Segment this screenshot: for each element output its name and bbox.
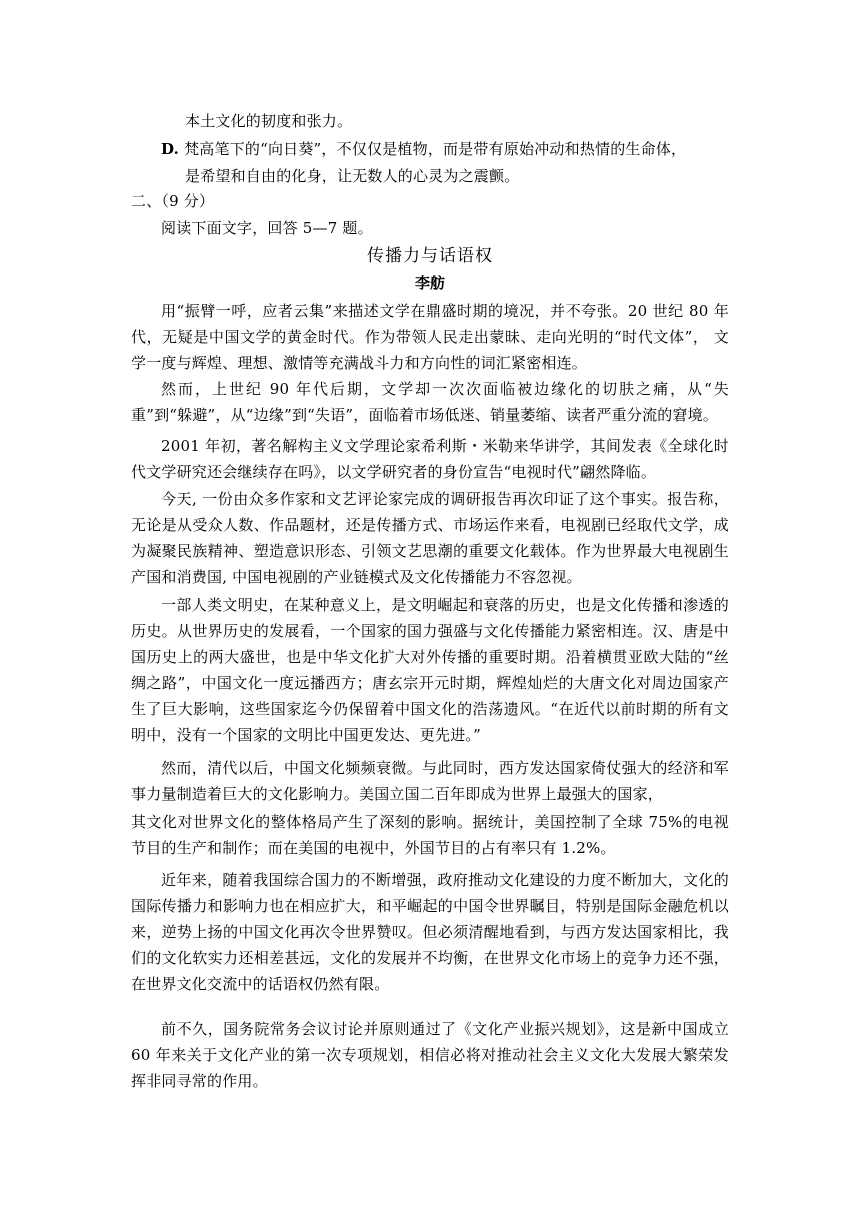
paragraph-3: 2001 年初，著名解构主义文学理论家希利斯・米勒来华讲学，其间发表《全球化时代文学研究还会继续存在吗》，以文学研究者的身份宣告“电视时代”翩然降临。 <box>131 437 729 481</box>
article-author: 李舫 <box>414 274 445 292</box>
option-d-line-1 <box>161 139 686 159</box>
paragraph-4: 今天, 一份由众多作家和文艺评论家完成的调研报告再次印证了这个事实。报告称，无论是从受众人数、作品题材，还是传播方式、市场运作来看，电视剧已经取代文学，成为凝聚民族精神、塑造意识形态、引领文艺思潮的重要文化载体。作为世界最大电视剧生产国和消费国, 中国电视剧的产业链模式及文化传播能力不容忽视。 <box>131 490 729 586</box>
paragraph-6: 然而，清代以后，中国文化频频衰微。与此同时，西方发达国家倚仗强大的经济和军事力量制造着巨大的文化影响力。美国立国二百年即成为世界上最强大的国家， <box>131 759 729 803</box>
section-instruction: 阅读下面文字，回答 5—7 题。 <box>161 219 373 237</box>
paragraph-2: 然而，上世纪 90 年代后期，文学却一次次面临被边缘化的切肤之痛，从“失重”到“躲避”，从“边缘”到“失语”，面临着市场低迷、销量萎缩、读者严重分流的窘境。 <box>131 380 729 424</box>
option-d-text: 梵高笔下的“向日葵”，不仅仅是植物，而是带有原始冲动和热情的生命体， <box>184 140 687 158</box>
paragraph-1: 用“振臂一呼，应者云集”来描述文学在鼎盛时期的境况，并不夸张。20 世纪 80 年代，无疑是中国文学的黄金时代。作为带领人民走出蒙昧、走向光明的“时代文体”， 文学一度与辉煌、理想、激情等充满战斗力和方向性的词汇紧密相连。 <box>131 302 729 372</box>
paragraph-8: 前不久，国务院常务会议讨论并原则通过了《文化产业振兴规划》，这是新中国成立 60 年来关于文化产业的第一次专项规划，相信必将对推动社会主义文化大发展大繁荣发挥非同寻常的作用。 <box>131 1020 729 1090</box>
paragraph-7: 近年来，随着我国综合国力的不断增强，政府推动文化建设的力度不断加大，文化的国际传播力和影响力也在相应扩大，和平崛起的中国令世界瞩目，特别是国际金融危机以来，逆势上扬的中国文化再次令世界赞叹。但必须清醒地看到，与西方发达国家相比，我们的文化软实力还相差甚远，文化的发展并不均衡，在世界文化市场上的竞争力还不强，在世界文化交流中的话语权仍然有限。 <box>131 871 729 993</box>
paragraph-6-continuation: 其文化对世界文化的整体格局产生了深刻的影响。据统计，美国控制了全球 75%的电视节目的生产和制作；而在美国的电视中，外国节目的占有率只有 1.2%。 <box>131 813 729 857</box>
paragraph-5: 一部人类文明史，在某种意义上，是文明崛起和衰落的历史，也是文化传播和渗透的历史。从世界历史的发展看，一个国家的国力强盛与文化传播能力紧密相连。汉、唐是中国历史上的两大盛世，也是中华文化扩大对外传播的重要时期。沿着横贯亚欧大陆的“丝绸之路”，中国文化一度远播西方；唐玄宗开元时期，辉煌灿烂的大唐文化对周边国家产生了巨大影响，这些国家迄今仍保留着中国文化的浩荡遗风。“在近代以前时期的所有文明中，没有一个国家的文明比中国更发达、更先进。” <box>131 596 729 744</box>
option-c-continuation: 本土文化的韧度和张力。 <box>185 112 353 130</box>
article-title: 传播力与话语权 <box>367 246 493 266</box>
section-heading: 二、（9 分） <box>131 192 215 210</box>
option-d-label: D. <box>161 140 180 158</box>
option-d-line-2: 是希望和自由的化身，让无数人的心灵为之震颤。 <box>185 167 520 185</box>
